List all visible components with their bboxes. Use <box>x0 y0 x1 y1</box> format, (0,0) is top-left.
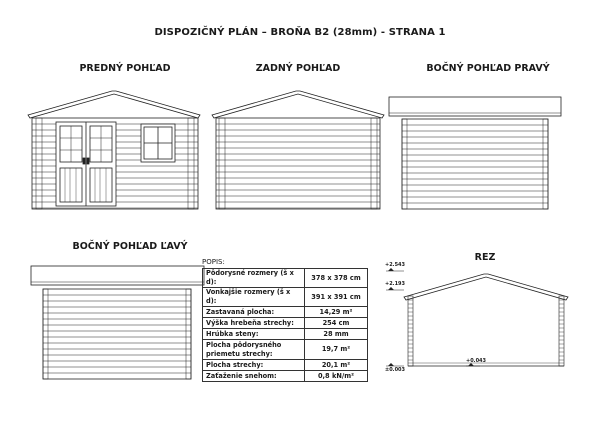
spec-value: 19,7 m² <box>305 340 368 360</box>
spec-value: 254 cm <box>305 318 368 329</box>
level-floor-left: ±0.003 <box>385 367 406 373</box>
spec-value: 378 x 378 cm <box>305 269 368 288</box>
level-eave: +2.193 <box>385 281 406 287</box>
spec-label: Hrúbka steny: <box>203 329 305 340</box>
spec-label: Zastavaná plocha: <box>203 307 305 318</box>
side-right-view-label: BOČNÝ POHĽAD PRAVÝ <box>426 63 550 74</box>
spec-label: Plocha strechy: <box>203 360 305 371</box>
level-ridge: +2.543 <box>385 262 406 268</box>
spec-label: Plocha pôdorysného priemetu strechy: <box>203 340 305 360</box>
spec-label: Pôdorysné rozmery (š x d): <box>203 269 305 288</box>
spec-value: 14,29 m² <box>305 307 368 318</box>
popis-label: POPIS: <box>202 258 225 266</box>
spec-label: Výška hrebeňa strechy: <box>203 318 305 329</box>
spec-value: 391 x 391 cm <box>305 288 368 307</box>
rear-view-label: ZADNÝ POHĽAD <box>255 63 341 74</box>
spec-label: Vonkajšie rozmery (š x d): <box>203 288 305 307</box>
spec-value: 0,8 kN/m² <box>305 371 368 382</box>
spec-value: 20,1 m² <box>305 360 368 371</box>
spec-value: 28 mm <box>305 329 368 340</box>
front-view-label: PREDNÝ POHĽAD <box>79 63 171 74</box>
spec-label: Zaťaženie snehom: <box>203 371 305 382</box>
section-view-label: REZ <box>474 252 496 263</box>
side-left-view-label: BOČNÝ POHĽAD ĽAVÝ <box>72 241 188 252</box>
page-title: DISPOZIČNÝ PLÁN – BROŇA B2 (28mm) - STRANA 1 <box>154 27 446 38</box>
level-floor-right: +0.043 <box>466 358 487 364</box>
